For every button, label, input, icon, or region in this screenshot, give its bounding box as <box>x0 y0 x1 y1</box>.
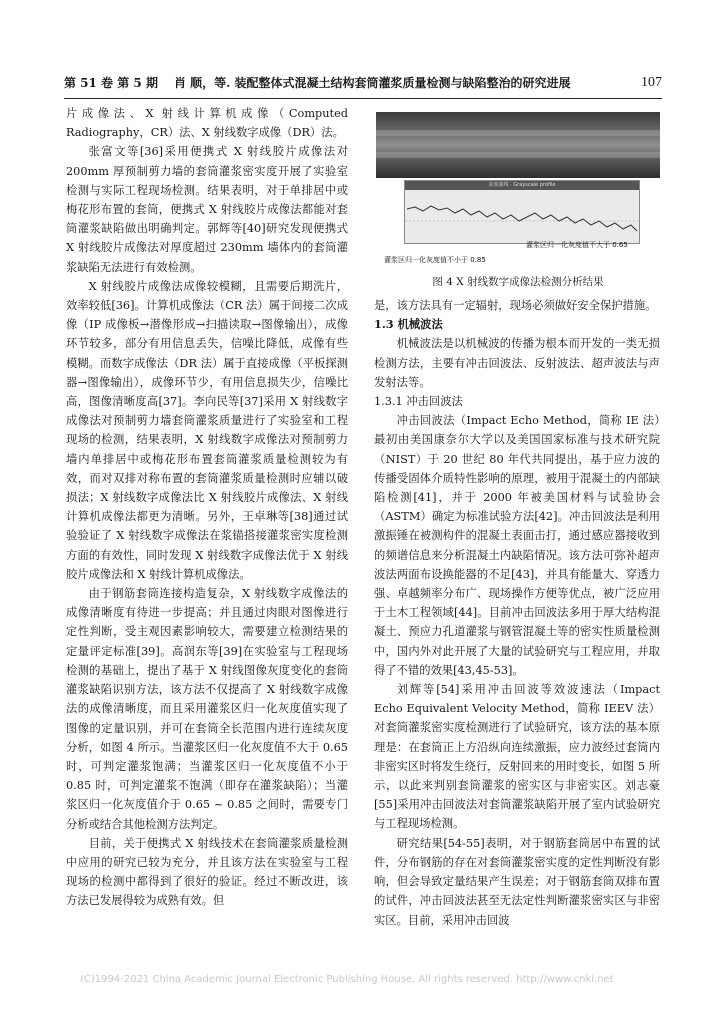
left-para-5: 目前，关于便携式 X 射线技术在套筒灌浆质量检测中应用的研究已较为充分，并且该方法在实验室与工程现场的检测中都得到了很好的验证。经过不断改进，该方法已发展得较为成熟有效。但 <box>66 836 348 908</box>
left-para-4: 由于钢筋套筒连接构造复杂，X 射线数字成像法的成像清晰度有待进一步提高；并且通过肉眼对图像进行定性判断，受主观因素影响较大，需要建立检测结果的定量评定标准[39]。高润东等[39]在实验室与工程现场检测的基础上，提出了基于 X 射线图像灰度变化的套筒灌浆缺陷识别方法，该方法不仅提高了 X 射线数字成像法的成像清晰度，而且采用灌浆区归一化灰度值实现了图像的定量识别，并可在套筒全长范围内进行连续灰度分析，如图 4 所示。当灌浆区归一化灰度值不大于 0.65 时，可判定灌浆饱满；当灌浆区归一化灰度值不小于 0.85 时，可判定灌浆不饱满（即存在灌浆缺陷）；当灌浆区归一化灰度值介于 0.65 ~ 0.85 之间时，需要专门分析或结合其他检测方法判定。 <box>66 587 348 831</box>
right-para-1: 是，该方法具有一定辐射，现场必须做好安全保护措施。 <box>374 299 657 312</box>
right-para-3: 冲击回波法（Impact Echo Method，简称 IE 法）最初由美国康奈尔大学以及美国国家标准与技术研究院（NIST）于 20 世纪 80 年代共同提出，基于应力波的传播受固体介质特性影响的原理，被用于混凝土的内部缺陷检测[41]，并于 2000 年被美国材料与试验协会（ASTM）确定为标准试验方法[42]。冲击回波法是利用激振锤在被测构件的混凝土表面击打，通过感应器接收到的频谱信息来分析混凝土内缺陷情况。该方法可弥补超声波法两面布设换能器的不足[43]，并具有能量大、穿透力强、卓越频率分布广、现场操作方便等优点，被广泛应用于土木工程领域[44]。目前冲击回波法多用于厚大结构混凝土、预应力孔道灌浆与钢管混凝土等的密实性质量检测中，国内外对此开展了大量的试验研究与工程应用，并取得了不错的效果[43,45-53]。 <box>374 414 660 677</box>
left-column <box>66 104 348 911</box>
annotation-le-065: 灌浆区归一化灰度值不大于 0.65 <box>526 241 628 249</box>
right-para-2: 机械波法是以机械波的传播为根本而开发的一类无损检测方法，主要有冲击回波法、反射波法、超声波法与声发射法等。 <box>374 337 660 389</box>
left-para-1: 片成像法、X 射线计算机成像（Computed Radiography，CR）法、X 射线数字成像（DR）法。 <box>66 107 348 140</box>
running-header <box>64 72 662 94</box>
grayscale-curve-plot <box>404 180 640 244</box>
running-title: 肖 顺，等. 装配整体式混凝土结构套筒灌浆质量检测与缺陷整治的研究进展 <box>174 76 571 90</box>
copyright-watermark: (C)1994-2021 China Academic Journal Electronic Publishing House. All rights reserved. http://www.cnki.net <box>80 974 614 985</box>
xray-image <box>376 112 660 178</box>
right-para-5: 研究结果[54-55]表明，对于钢筋套筒居中布置的试件，分布钢筋的存在对套筒灌浆密实度的定性判断没有影响，但会导致定量结果产生误差；对于钢筋套筒双排布置的试件，冲击回波法甚至无法定性判断灌浆密实区与非密实区。目前，采用冲击回波 <box>374 836 660 927</box>
figure-caption: 图 4 X 射线数字成像法检测分析结果 <box>432 276 604 288</box>
header-rule <box>64 98 662 99</box>
page-number: 107 <box>641 75 662 90</box>
section-heading-1-3: 1.3 机械波法 <box>374 317 443 332</box>
right-column <box>374 296 660 930</box>
volume-issue: 第 51 卷 第 5 期 <box>64 76 158 90</box>
section-heading-1-3-1: 1.3.1 冲击回波法 <box>374 395 463 409</box>
grayscale-curve <box>405 191 639 241</box>
graph-title: 灰度曲线 · Grayscale profile <box>405 181 639 190</box>
left-para-2: 张富文等[36]采用便携式 X 射线胶片成像法对 200mm 厚预制剪力墙的套筒灌浆密实度开展了实验室检测与实际工程现场检测。结果表明，对于单排居中或梅花形布置的套筒，便携式 X 射线胶片成像法都能对套筒灌浆缺陷做出明确判定。郭辉等[40]研究发现便携式 X 射线胶片成像法对厚度超过 230mm 墙体内的套筒灌浆缺陷无法进行有效检测。 <box>66 145 348 274</box>
annotation-ge-085: 灌浆区归一化灰度值不小于 0.85 <box>384 256 486 264</box>
left-para-3: X 射线胶片成像法成像较模糊，且需要后期洗片，效率较低[36]。计算机成像法（CR 法）属于间接二次成像（IP 成像板→潜像形成→扫描读取→图像输出），成像环节较多，部分有用信息丢失，信噪比降低，成像有些模糊。而数字成像法（DR 法）属于直接成像（平板探测器→图像输出），成像环节少，有用信息损失少，信噪比高，图像清晰度高[37]。李向民等[37]采用 X 射线数字成像法对预制剪力墙套筒灌浆质量进行了实验室和工程现场的检测，结果表明，X 射线数字成像法对预制剪力墙内单排居中或梅花形布置套筒灌浆质量检测较为有效，而对双排对称布置的套筒灌浆质量检测时应辅以破损法；X 射线数字成像法比 X 射线胶片成像法、X 射线计算机成像法都更为清晰。另外，王卓琳等[38]通过试验验证了 X 射线数字成像法在浆锚搭接灌浆密实度检测方面的有效性，同时发现 X 射线数字成像法优于 X 射线胶片成像法和 X 射线计算机成像法。 <box>66 279 348 581</box>
right-para-4: 刘辉等[54]采用冲击回波等效波速法（Impact Echo Equivalent Velocity Method，简称 IEEV 法）对套筒灌浆密实度检测进行了试验研究，该方法的基本原理是：在套筒正上方沿纵向连续激振，应力波经过套筒内非密实区时将发生绕行，反射回来的用时变长，如图 5 所示，以此来判别套筒灌浆的密实区与非密实区。刘志豪[55]采用冲击回波法对套筒灌浆缺陷开展了室内试验研究与工程现场检测。 <box>374 683 660 831</box>
figure-4 <box>376 112 660 270</box>
